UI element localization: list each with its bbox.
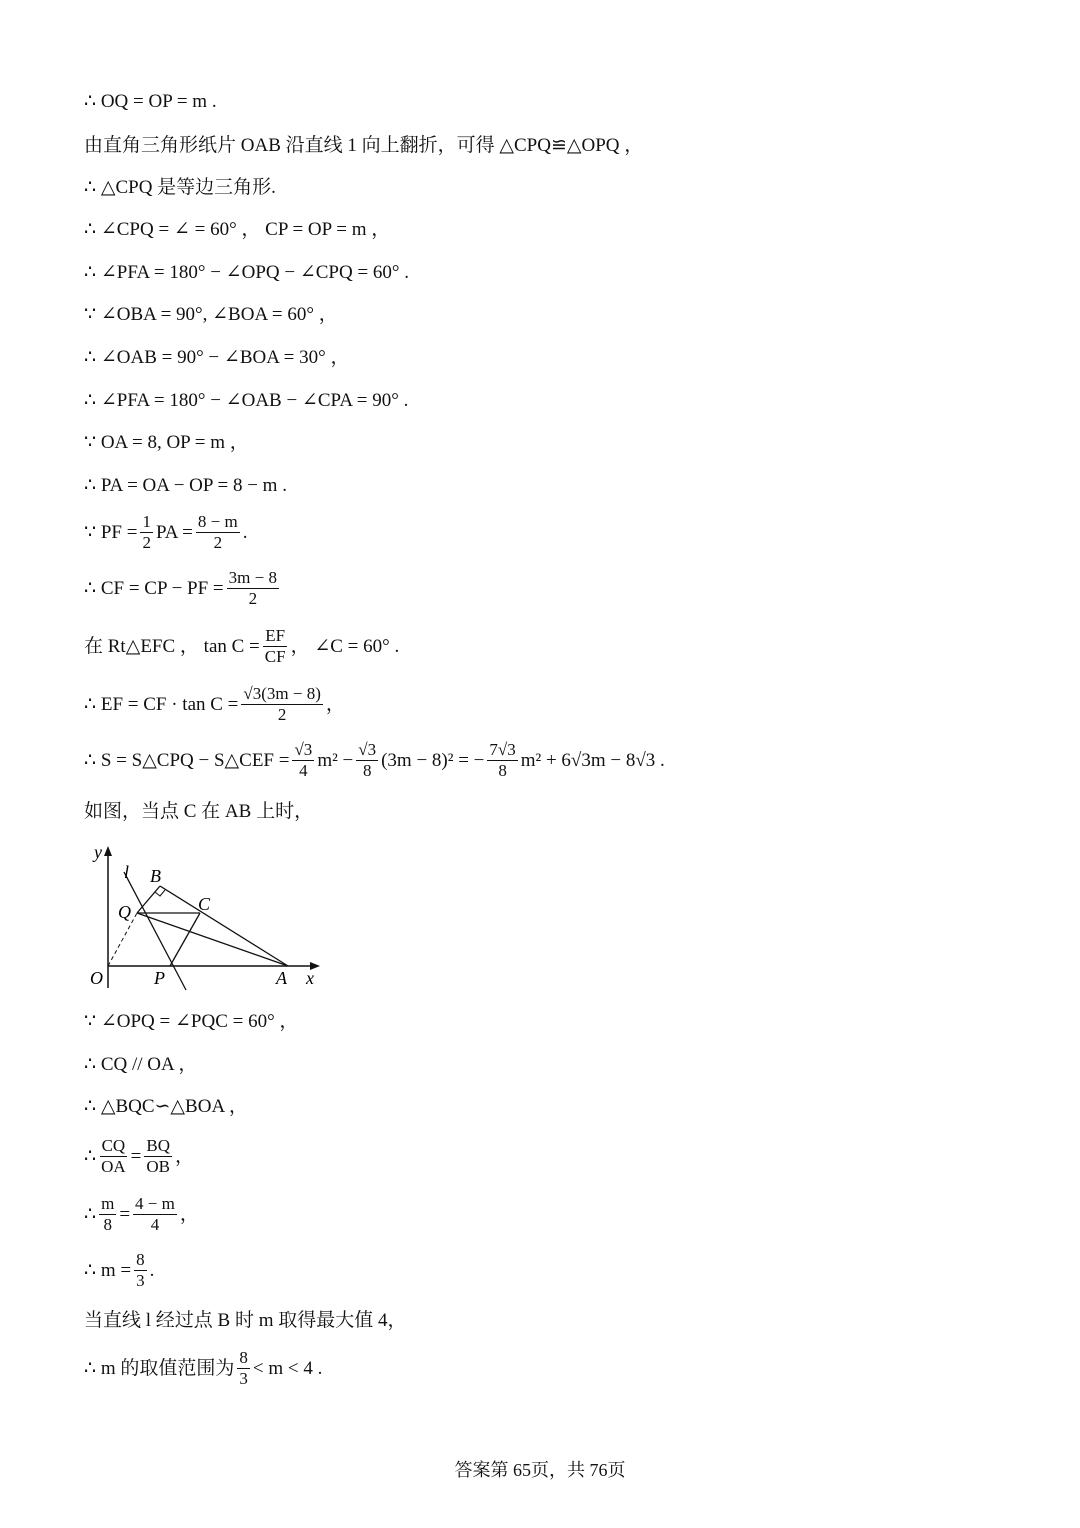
step-pa: ∴ PA = OA − OP = 8 − m . xyxy=(84,475,287,496)
equals: = xyxy=(130,1145,142,1167)
equals: = xyxy=(119,1203,131,1225)
fraction-num: √3 xyxy=(358,740,377,759)
step-cq-parallel: ∴ CQ // OA ， xyxy=(84,1054,198,1075)
therefore: ∴ xyxy=(84,1203,97,1225)
label-o: O xyxy=(90,968,103,988)
fraction-den: OA xyxy=(101,1157,126,1176)
fraction-den: OB xyxy=(146,1157,170,1176)
ef-prefix: ∴ EF = CF · tan C = xyxy=(84,693,239,715)
fraction-half xyxy=(140,512,153,553)
fraction-bq-ob xyxy=(144,1136,172,1177)
step-oa-op: ∵ OA = 8, OP = m ， xyxy=(84,432,249,453)
period: . xyxy=(149,1259,155,1281)
step-angle-pfa-2: ∴ ∠PFA = 180° − ∠OAB − ∠CPA = 90° . xyxy=(84,390,409,411)
cf-prefix: ∴ CF = CP − PF = xyxy=(84,577,224,599)
label-l: l xyxy=(124,862,130,882)
step-angle-oba: ∵ ∠OBA = 90°, ∠BOA = 60° ， xyxy=(84,304,338,325)
step-pf xyxy=(84,512,247,553)
fraction-den: 4 xyxy=(150,1215,160,1234)
label-y: y xyxy=(94,842,102,862)
step-similar: ∴ △BQC∽△BOA ， xyxy=(84,1096,248,1117)
segment-cp xyxy=(170,913,200,966)
step-angle-pfa-1: ∴ ∠PFA = 180° − ∠OPQ − ∠CPQ = 60° . xyxy=(84,262,410,283)
range-prefix: ∴ m 的取值范围为 xyxy=(84,1357,235,1379)
step-angle-opq-pqc: ∵ ∠OPQ = ∠PQC = 60° ， xyxy=(84,1011,299,1032)
s-prefix: ∴ S = S△CPQ − S△CEF = xyxy=(84,749,290,771)
page-footer: 答案第 65页，共 76页 xyxy=(454,1460,626,1480)
step-fold: 由直角三角形纸片 OAB 沿直线 1 向上翻折，可得 △CPQ≌△OPQ ， xyxy=(84,135,644,156)
fraction-den: 8 xyxy=(103,1215,112,1234)
step-ef xyxy=(84,684,345,725)
fraction-den: 2 xyxy=(248,589,258,608)
label-q: Q xyxy=(118,902,131,922)
step-max-m: 当直线 l 经过点 B 时 m 取得最大值 4， xyxy=(84,1310,407,1331)
fraction-8-3 xyxy=(134,1250,147,1291)
fraction-num: √3 xyxy=(294,740,313,759)
step-oq-op: ∴ OQ = OP = m . xyxy=(84,91,217,112)
step-tan-c xyxy=(84,626,399,667)
step-range xyxy=(84,1348,322,1389)
fraction-ef-cf xyxy=(263,626,288,667)
s-tail: (3m − 8)² = − xyxy=(381,749,485,771)
fraction-num: 1 xyxy=(142,512,151,531)
range-tail: < m < 4 . xyxy=(252,1357,323,1379)
fraction-num: 7√3 xyxy=(489,740,516,759)
fraction-root3-8 xyxy=(356,740,378,781)
fraction-4-minus-m xyxy=(133,1194,177,1235)
s-m2: m² − xyxy=(317,749,354,771)
step-cf xyxy=(84,568,282,609)
therefore: ∴ xyxy=(84,1145,97,1167)
fraction-num: 8 xyxy=(136,1250,145,1269)
fraction-den: 4 xyxy=(299,761,308,780)
step-angle-oab: ∴ ∠OAB = 90° − ∠BOA = 30° ， xyxy=(84,347,350,368)
fraction-8-minus-m xyxy=(196,512,240,553)
fraction-num: 8 xyxy=(239,1348,248,1367)
fraction-num: √3(3m − 8) xyxy=(243,684,321,703)
label-c: C xyxy=(198,894,211,914)
fraction-root3-4 xyxy=(292,740,314,781)
pa-text: PA = xyxy=(155,521,193,543)
fraction-3m-minus-8 xyxy=(227,568,279,609)
step-equilateral: ∴ △CPQ 是等边三角形. xyxy=(84,177,276,198)
fraction-den: 2 xyxy=(213,533,223,552)
fraction-num: 4 − m xyxy=(135,1194,175,1213)
label-b: B xyxy=(150,866,161,886)
fraction-den: CF xyxy=(264,647,286,666)
fraction-cq-oa xyxy=(99,1136,128,1177)
step-ratio-1 xyxy=(84,1136,194,1177)
fraction-den: 3 xyxy=(239,1369,248,1388)
step-area-s xyxy=(84,740,665,781)
comma: ， xyxy=(175,1145,195,1167)
fraction-m-8 xyxy=(99,1194,116,1235)
comma: ， xyxy=(325,693,345,715)
pf-prefix: ∵ PF = xyxy=(84,521,138,543)
s-end: m² + 6√3m − 8√3 . xyxy=(520,749,665,771)
period: . xyxy=(242,521,248,543)
fraction-den: 8 xyxy=(362,761,372,780)
angle-c-text: ， ∠C = 60° . xyxy=(290,635,400,657)
fraction-num: BQ xyxy=(146,1136,170,1155)
geometry-diagram xyxy=(80,838,330,998)
step-case-c-on-ab: 如图，当点 C 在 AB 上时， xyxy=(84,801,314,822)
step-ratio-2 xyxy=(84,1194,199,1235)
fraction-den: 3 xyxy=(136,1271,145,1290)
fraction-ef-value xyxy=(241,684,322,725)
step-m-value xyxy=(84,1250,154,1291)
comma: ， xyxy=(179,1203,199,1225)
segment-qb xyxy=(137,886,160,913)
step-angle-cpq: ∴ ∠CPQ = ∠ = 60° ， CP = OP = m ， xyxy=(84,219,391,240)
fraction-den: 2 xyxy=(277,705,287,724)
m-eq: ∴ m = xyxy=(84,1259,132,1281)
fraction-num: m xyxy=(101,1194,115,1213)
fraction-7root3-8 xyxy=(487,740,517,781)
fraction-8-3-range xyxy=(237,1348,250,1389)
fraction-num: EF xyxy=(265,626,286,645)
fraction-num: 3m − 8 xyxy=(228,568,277,587)
label-a: A xyxy=(276,968,287,988)
fraction-den: 2 xyxy=(142,533,151,552)
label-p: P xyxy=(154,968,165,988)
fraction-num: 8 − m xyxy=(197,512,238,531)
y-axis-arrow xyxy=(104,846,112,856)
segment-bc-a xyxy=(160,886,288,966)
fraction-num: CQ xyxy=(101,1136,126,1155)
fraction-den: 8 xyxy=(498,761,507,780)
tan-prefix: 在 Rt△EFC ， tan C = xyxy=(84,635,260,657)
label-x: x xyxy=(306,968,314,988)
